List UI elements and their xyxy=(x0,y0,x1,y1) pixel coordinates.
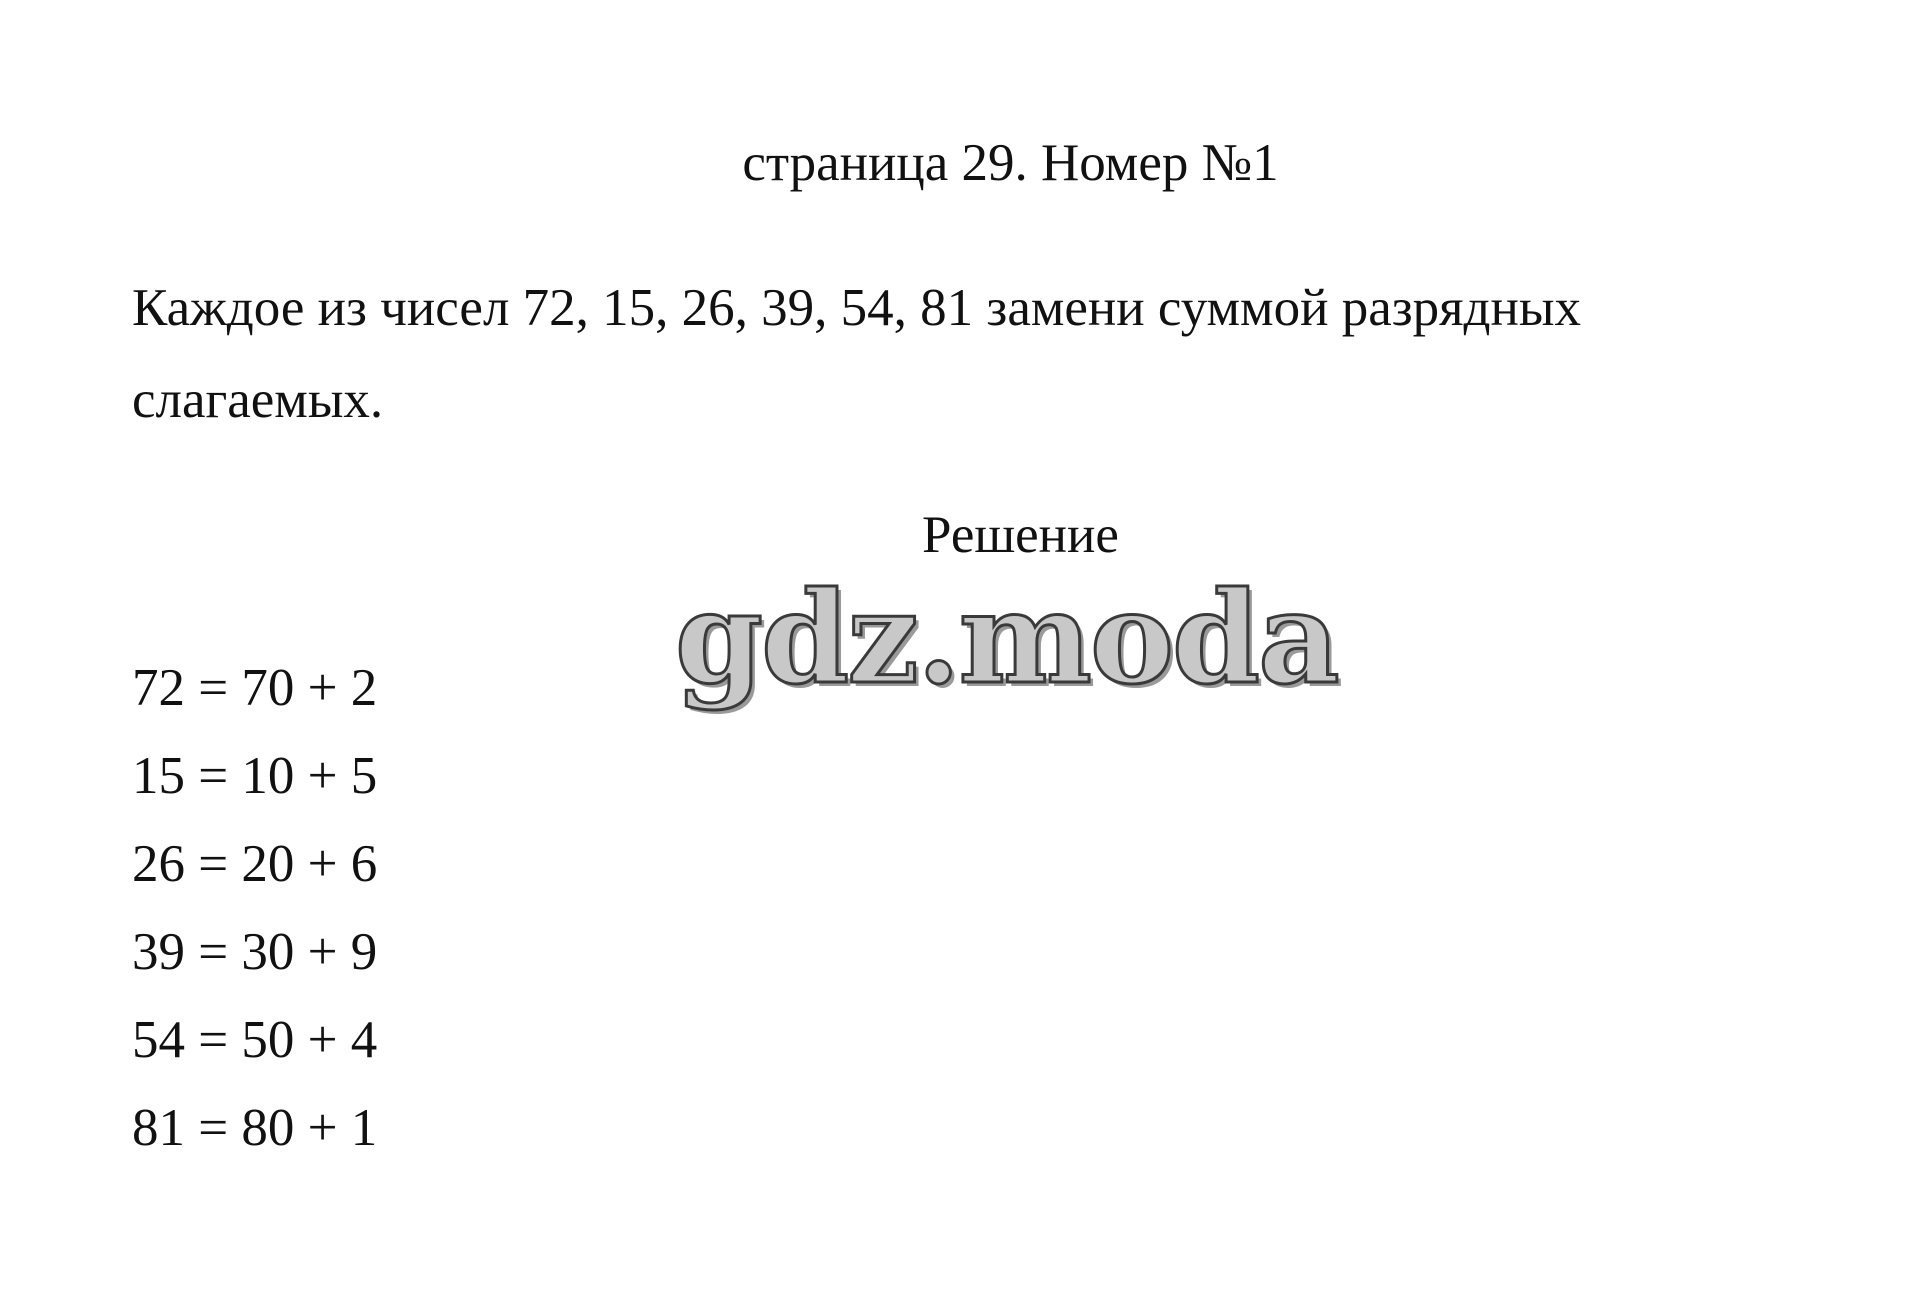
equation-line: 72 = 70 + 2 xyxy=(132,659,378,717)
page-title: страница 29. Номер №1 xyxy=(742,134,1279,192)
equation-line: 81 = 80 + 1 xyxy=(132,1099,378,1157)
equation-line: 39 = 30 + 9 xyxy=(132,923,378,981)
task-text: Каждое из чисел 72, 15, 26, 39, 54, 81 замени суммой разрядных слагаемых. xyxy=(132,279,1581,429)
equation-line: 15 = 10 + 5 xyxy=(132,747,378,805)
equation-line: 54 = 50 + 4 xyxy=(132,1011,378,1069)
watermark-logo: gdz.moda xyxy=(675,564,1338,712)
equation-line: 26 = 20 + 6 xyxy=(132,835,378,893)
equation-list xyxy=(132,644,377,1172)
solution-heading: Решение xyxy=(922,506,1119,564)
